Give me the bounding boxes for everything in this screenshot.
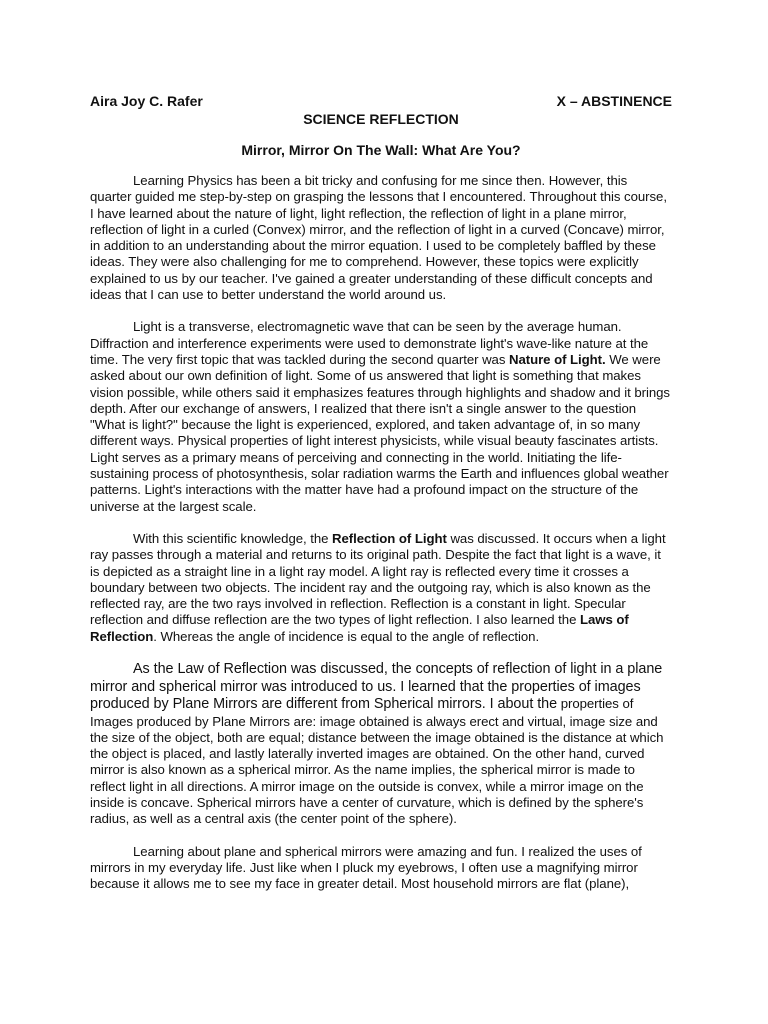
paragraph-3 <box>90 531 672 645</box>
paragraph-2-text-b: We were asked about our own definition of light. Some of us answered that light is something that makes vision possible, while others said it emphasizes features through highlights and shadow and it brings depth. After our exchange of answers, I realized that there isn't a single answer to the question "What is light?" because the light is experienced, explored, and taken advantage of, in so many different ways. Physical properties of light interest physicists, while visual beauty fascinates artists. Light serves as a primary means of perceiving and connecting in the world. Initiating the life-sustaining process of photosynthesis, solar radiation warms the Earth and influences global weather patterns. Light's interactions with the matter have had a profound impact on the structure of the universe at the largest scale. <box>90 351 670 514</box>
author-name: Aira Joy C. Rafer <box>90 93 203 109</box>
paragraph-4-text-small: properties of Images produced by Plane Mirrors are: image obtained is always erect and virtual, image size and the size of the object, both are equal; distance between the image obtained is the distance at which the object is placed, and lastly laterally inverted images are obtained. On the other hand, curved mirror is also known as a spherical mirror. As the name implies, the spherical mirror is made to reflect light in all directions. A mirror image on the outside is convex, while a mirror image on the inside is concave. Spherical mirrors have a center of curvature, which is defined by the sphere's radius, as well as a central axis (the center point of the sphere). <box>90 696 664 827</box>
header-row <box>90 92 672 110</box>
paragraph-5 <box>90 844 672 893</box>
laws-of-reflection-term: Laws of Reflection <box>90 612 629 644</box>
paragraph-4 <box>90 661 672 828</box>
class-section: X – ABSTINENCE <box>556 93 672 109</box>
paragraph-4-text-large: As the Law of Reflection was discussed, the concepts of reflection of light in a plane mirror and spherical mirror was introduced to us. I learned that the properties of images produced by Plane Mirrors are different from Spherical mirrors. I about the <box>90 661 663 713</box>
paragraph-5-text: Learning about plane and spherical mirrors were amazing and fun. I realized the uses of mirrors in my everyday life. Just like when I pluck my eyebrows, I often use a magnifying mirror because it allows me to see my face in greater detail. Most household mirrors are flat (plane), <box>90 843 642 892</box>
document-title: SCIENCE REFLECTION <box>303 111 459 127</box>
paragraph-3-text-a: With this scientific knowledge, the <box>133 530 333 546</box>
paragraph-1-text: Learning Physics has been a bit tricky and confusing for me since then. However, this quarter guided me step-by-step on grasping the lessons that I encountered. Throughout this course, I have learned about the nature of light, light reflection, the reflection of light in a plane mirror, reflection of light in a curled (Convex) mirror, and the reflection of light in a curved (Concave) mirror, in addition to an understanding about the mirror equation. I used to be completely baffled by these ideas. They were also challenging for me to comprehend. However, these topics were explicitly explained to us by our teacher. I've gained a greater understanding of these difficult concepts and ideas that I can use to better understand the world around us. <box>90 173 667 303</box>
nature-of-light-term: Nature of Light. <box>509 351 606 367</box>
paragraph-3-text-c: . Whereas the angle of incidence is equal to the angle of reflection. <box>153 628 540 644</box>
paragraph-1 <box>90 173 672 303</box>
document-page <box>90 92 672 908</box>
paragraph-2-text-a: Light is a transverse, electromagnetic wave that can be seen by the average human. Diffraction and interference experiments were used to demonstrate light's wave-like nature at the time. The very first topic that was tackled during the second quarter was <box>90 319 649 367</box>
reflection-of-light-term: Reflection of Light <box>332 530 447 546</box>
paragraph-2 <box>90 319 672 515</box>
paragraph-3-text-b: was discussed. It occurs when a light ray passes through a material and returns to its original path. Despite the fact that light is a wave, it is depicted as a straight line in a light ray model. A light ray is reflected every time it crosses a boundary between two objects. The incident ray and the outgoing ray, which is also known as the reflected ray, are the two rays involved in reflection. Reflection is a constant in light. Specular reflection and diffuse reflection are the two types of light reflection. I also learned the <box>90 530 666 628</box>
document-subtitle: Mirror, Mirror On The Wall: What Are You? <box>241 142 521 158</box>
